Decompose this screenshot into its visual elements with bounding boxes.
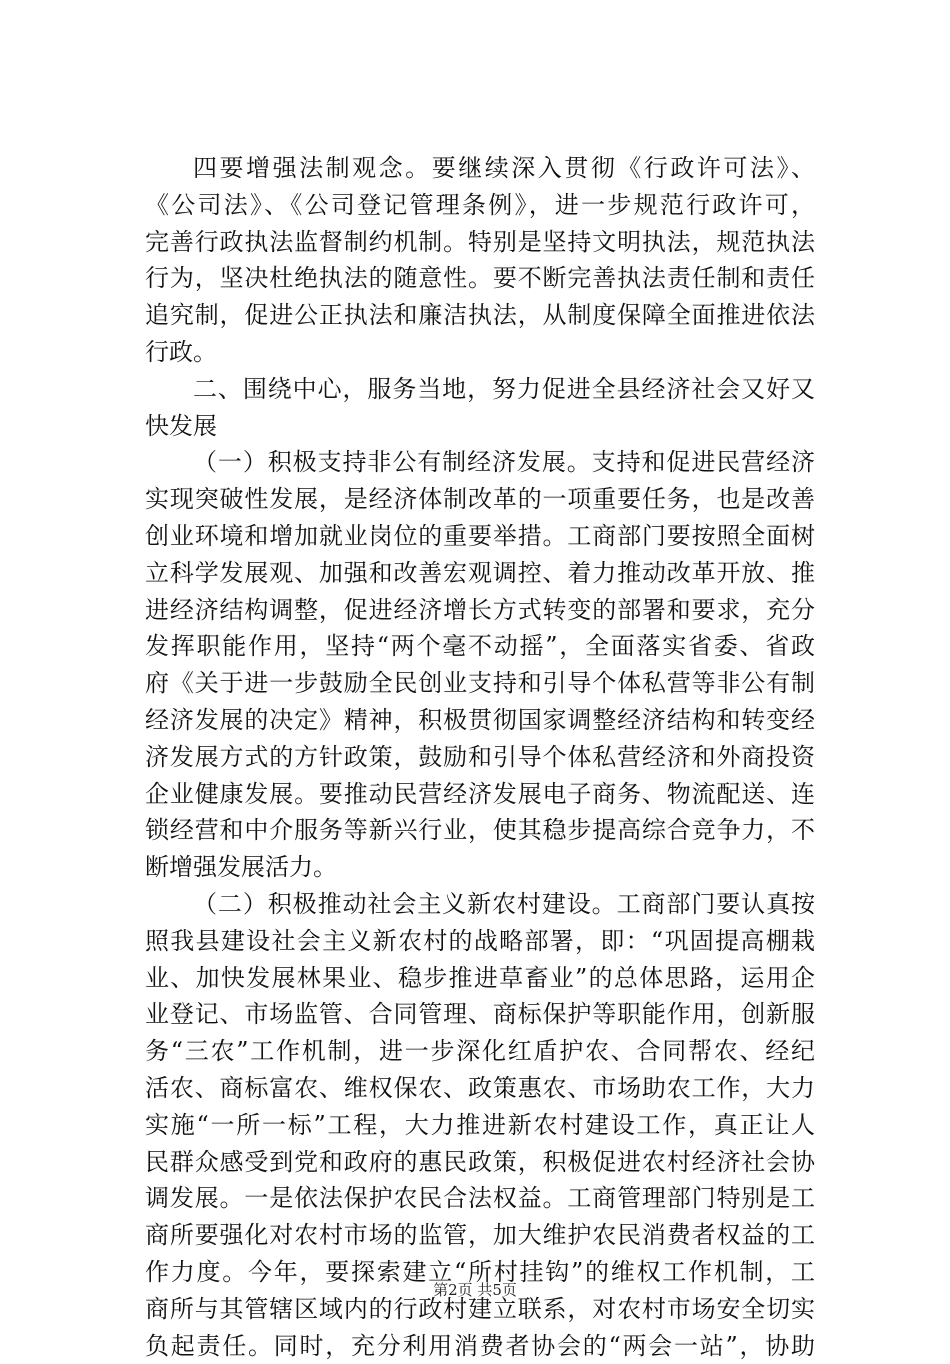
text-line: 作力度。今年，要探索建立“所村挂钩”的维权工作机制，工	[145, 1254, 815, 1291]
text-line: 进经济结构调整，促进经济增长方式转变的部署和要求，充分	[145, 592, 815, 629]
text-line: 实施“一所一标”工程，大力推进新农村建设工作，真正让人	[145, 1107, 815, 1144]
text-line: 完善行政执法监督制约机制。特别是坚持文明执法，规范执法	[145, 224, 815, 261]
text-line: 断增强发展活力。	[145, 849, 815, 886]
page-number-label: 第2页 共5页	[433, 1281, 517, 1299]
text-line: （二）积极推动社会主义新农村建设。工商部门要认真按	[145, 886, 815, 923]
text-line: 照我县建设社会主义新农村的战略部署，即：“巩固提高棚栽	[145, 923, 815, 960]
text-line: 锁经营和中介服务等新兴行业，使其稳步提高综合竞争力，不	[145, 812, 815, 849]
text-line: 府《关于进一步鼓励全民创业支持和引导个体私营等非公有制	[145, 665, 815, 702]
text-line: 民群众感受到党和政府的惠民政策，积极促进农村经济社会协	[145, 1144, 815, 1181]
section-heading: 二、围绕中心，服务当地，努力促进全县经济社会又好又	[145, 371, 815, 408]
text-line: 务“三农”工作机制，进一步深化红盾护农、合同帮农、经纪	[145, 1033, 815, 1070]
text-line: 经济发展的决定》精神，积极贯彻国家调整经济结构和转变经	[145, 702, 815, 739]
text-line: 业登记、市场监管、合同管理、商标保护等职能作用，创新服	[145, 996, 815, 1033]
text-line: 负起责任。同时，充分利用消费者协会的“两会一站”，协助	[145, 1328, 815, 1364]
text-line: 行政。	[145, 334, 815, 371]
text-line: 立科学发展观、加强和改善宏观调控、着力推动改革开放、推	[145, 555, 815, 592]
text-line: 实现突破性发展，是经济体制改革的一项重要任务，也是改善	[145, 481, 815, 518]
document-body	[145, 150, 815, 1364]
text-line: 《公司法》、《公司登记管理条例》，进一步规范行政许可，	[145, 187, 815, 224]
text-line: 调发展。一是依法保护农民合法权益。工商管理部门特别是工	[145, 1180, 815, 1217]
text-line: 活农、商标富农、维权保农、政策惠农、市场助农工作，大力	[145, 1070, 815, 1107]
text-line: 四要增强法制观念。要继续深入贯彻《行政许可法》、	[145, 150, 815, 187]
text-line: 商所与其管辖区域内的行政村建立联系，对农村市场安全切实	[145, 1291, 815, 1328]
text-line: 济发展方式的方针政策，鼓励和引导个体私营经济和外商投资	[145, 739, 815, 776]
text-line: 行为，坚决杜绝执法的随意性。要不断完善执法责任制和责任	[145, 260, 815, 297]
text-line: 追究制，促进公正执法和廉洁执法，从制度保障全面推进依法	[145, 297, 815, 334]
section-heading: 快发展	[145, 408, 815, 445]
text-line: （一）积极支持非公有制经济发展。支持和促进民营经济	[145, 444, 815, 481]
text-line: 创业环境和增加就业岗位的重要举措。工商部门要按照全面树	[145, 518, 815, 555]
text-line: 商所要强化对农村市场的监管，加大维护农民消费者权益的工	[145, 1217, 815, 1254]
text-line: 企业健康发展。要推动民营经济发展电子商务、物流配送、连	[145, 776, 815, 813]
page-footer	[0, 1279, 950, 1300]
text-line: 发挥职能作用，坚持“两个毫不动摇”，全面落实省委、省政	[145, 628, 815, 665]
text-line: 业、加快发展林果业、稳步推进草畜业”的总体思路，运用企	[145, 960, 815, 997]
